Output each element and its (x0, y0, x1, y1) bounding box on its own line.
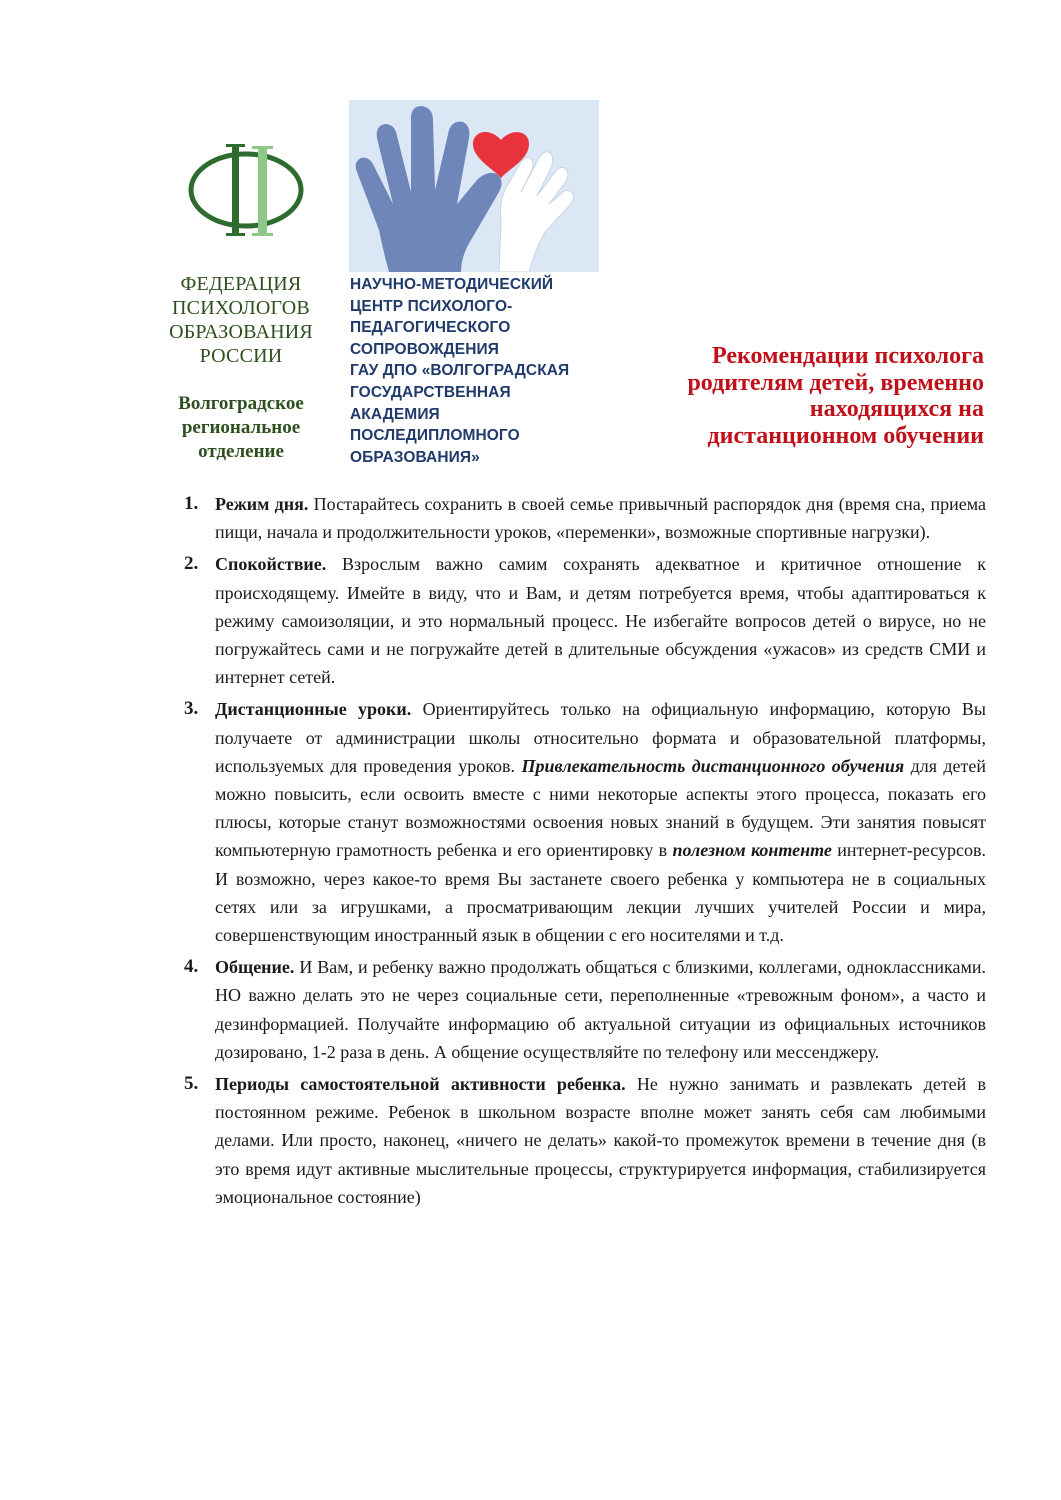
item-text: Постарайтесь сохранить в своей семье привычный распорядок дня (время сна, приема пищи, начала и продолжительности уроков, «переменки», возможные спортивные нагрузки). (215, 494, 986, 543)
center-name-line: ЦЕНТР ПСИХОЛОГО- (350, 297, 513, 315)
list-item (172, 490, 986, 546)
regional-branch-line: региональное (181, 417, 301, 438)
page-title (600, 343, 984, 449)
regional-branch (160, 392, 322, 464)
item-number: 3. (184, 698, 199, 720)
regional-branch-line: Волгоградское (178, 393, 304, 414)
item-heading: Режим дня. (215, 494, 309, 514)
center-name-line: ПОСЛЕДИПЛОМНОГО (350, 427, 520, 445)
item-heading: Периоды самостоятельной активности ребенка. (215, 1074, 626, 1095)
title-line: находящихся на (809, 396, 984, 422)
item-number: 5. (184, 1073, 199, 1095)
list-item (172, 695, 986, 949)
fpo-logo-icon (186, 140, 310, 240)
list-item (172, 550, 986, 691)
title-line: родителям детей, временно (687, 369, 984, 396)
item-text: для детей можно повысить, если освоить вместе с ними некоторые аспекты этого процесса, показать его плюсы, которые станут возможностями освоения новых знаний в будущем. Эти занятия повысят компьютерную грамотность ребенка и его ориентировку в (215, 755, 987, 861)
federation-name-line: ПСИХОЛОГОВ (172, 297, 310, 319)
list-item (172, 953, 986, 1066)
item-emphasis: Привлекательность дистанционного обучения (521, 755, 905, 776)
title-line: Рекомендации психолога (712, 343, 984, 369)
center-name-line: ГОСУДАРСТВЕННАЯ (350, 383, 511, 401)
item-text: Взрослым важно самим сохранять адекватное и критичное отношение к происходящему. Имейте в виду, что и Вам, и детям потребуется время, чтобы адаптироваться к режиму самоизоляции, и это нормальный процесс. Не избегайте вопросов детей о вирусе, но не погружайтесь сами и не погружайте детей в длительные обсуждения «ужасов» из средств СМИ и интернет сетей. (215, 554, 986, 688)
federation-name (150, 272, 332, 368)
item-text: Ориентируйтесь только на официальную информацию, которую Вы получаете от администрации школы относительно формата и образовательной платформы, используемых для проведения уроков. (215, 699, 986, 776)
federation-name-line: ОБРАЗОВАНИЯ (169, 321, 313, 343)
center-name-line: СОПРОВОЖДЕНИЯ (350, 340, 500, 358)
center-name-line: ГАУ ДПО «ВОЛГОГРАДСКАЯ (350, 362, 570, 380)
item-text: Не нужно занимать и развлекать детей в постоянном режиме. Ребенок в школьном возрасте вполне может занять себя сам любимыми делами. Или просто, наконец, «ничего не делать» какой-то промежуток времени в течение дня (в это время идут активные мыслительные процессы, структурируется информация, стабилизируется эмоциональное состояние) (215, 1074, 987, 1207)
federation-name-line: РОССИИ (199, 345, 283, 367)
hands-heart-icon (349, 100, 599, 272)
item-text: И Вам, и ребенку важно продолжать общаться с близкими, коллегами, одноклассниками. НО важно делать это не через социальные сети, переполненные «тревожным фоном», а часто и дезинформацией. Получайте информацию об актуальной ситуации из официальных источников дозировано, 1-2 раза в день. А общение осуществляйте по телефону или мессенджеру. (215, 957, 986, 1062)
item-heading: Спокойствие. (215, 554, 327, 575)
item-number: 1. (184, 493, 199, 514)
center-name-line: НАУЧНО-МЕТОДИЧЕСКИЙ (350, 276, 554, 293)
center-name-line: АКАДЕМИЯ (350, 405, 440, 423)
federation-name-line: ФЕДЕРАЦИЯ (180, 273, 302, 295)
center-name-line: ПЕДАГОГИЧЕСКОГО (350, 319, 511, 337)
item-number: 2. (184, 553, 199, 575)
list-item (172, 1070, 986, 1211)
item-number: 4. (184, 956, 199, 978)
item-heading: Общение. (215, 957, 295, 978)
center-name (350, 274, 610, 468)
title-line: дистанционном обучении (707, 422, 984, 449)
item-text: интернет-ресурсов. И возможно, через какое-то время Вы застанете своего ребенка у компьютера не в социальных сетях или за игрушками, а просматривающим лекции лучших учителей России и мира, совершенствующим иностранный язык в общении с его носителями и т.д. (215, 840, 987, 946)
center-name-line: ОБРАЗОВАНИЯ» (350, 448, 480, 466)
recommendations-list (172, 490, 986, 1215)
item-emphasis: полезном контенте (672, 840, 832, 861)
item-heading: Дистанционные уроки. (215, 699, 412, 720)
regional-branch-line: отделение (198, 441, 284, 462)
